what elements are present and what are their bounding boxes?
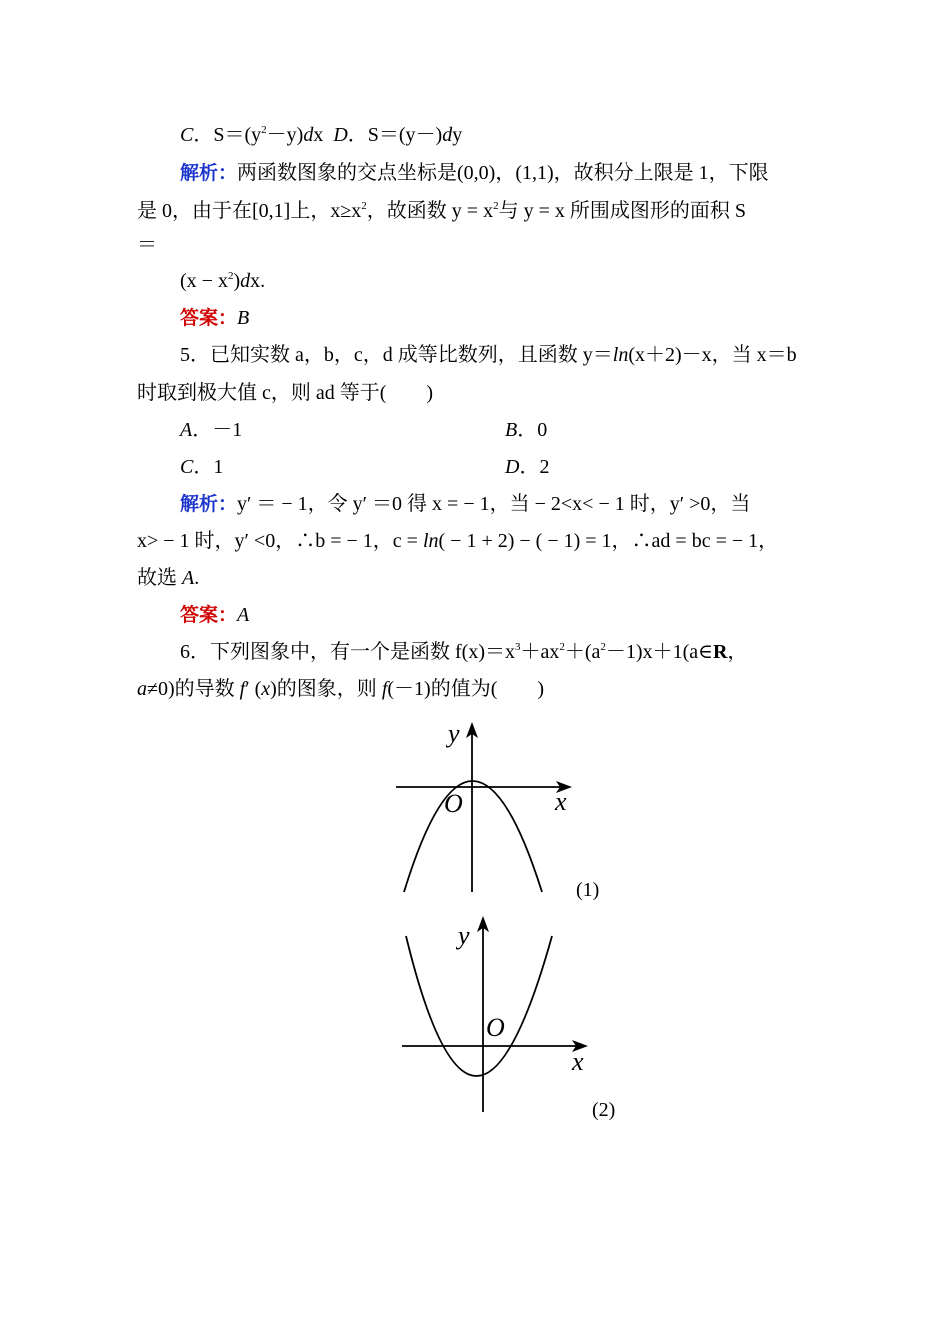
parabola-curve xyxy=(404,781,542,892)
answer-label: 答案： xyxy=(180,604,238,626)
q5-option-c[interactable]: C．1 xyxy=(180,456,224,478)
answer-value: B xyxy=(237,307,250,329)
q5-question-line1: 5．已知实数 a，b，c，d 成等比数列，且函数 y＝ln(x＋2)－x，当 x＝b xyxy=(180,344,797,366)
q4-options-line: C．$S=(y^2-y)dx$ D．S＝(y－)dy xyxy=(180,124,463,146)
y-axis-label: y xyxy=(458,921,470,950)
q4-answer xyxy=(180,305,249,331)
origin-label: O xyxy=(444,789,463,818)
q4-option-d-label: D xyxy=(333,124,348,146)
y-axis-label: y xyxy=(448,719,460,748)
graph-2 xyxy=(390,910,630,1130)
q5-option-d[interactable]: D．2 xyxy=(505,456,550,478)
q4-analysis-line4: $(x - x^2)dx$. xyxy=(180,270,266,292)
x-axis-label: x xyxy=(572,1047,584,1076)
graph-caption: (2) xyxy=(592,1099,616,1121)
q5-option-a[interactable]: A．－1 xyxy=(180,419,243,441)
q5-analysis-line2: x> − 1 时，y′ <0，∴b = − 1，c = ln( − 1 + 2) − ( − 1) = 1，∴ad = bc = − 1， xyxy=(137,530,779,552)
q5-answer xyxy=(180,602,249,628)
x-axis-label: x xyxy=(555,787,567,816)
parabola-curve xyxy=(406,936,552,1076)
q6-question-line1: 6．下列图象中，有一个是函数 $f(x)=x^3+ax^2+(a^2-1)x+1(a\in R$， xyxy=(180,641,748,663)
q5-option-b[interactable]: B．0 xyxy=(505,419,548,441)
q4-analysis-line2: 是 0，由于在[0,1]上，$x\ge x^2$，故函数 $y = x^2$与 y = x 所围成图形的面积 S xyxy=(137,200,746,222)
graph-caption: (1) xyxy=(576,879,600,901)
q4-analysis-line1: 解析：两函数图象的交点坐标是(0,0)，(1,1)，故积分上限是 1，下限 xyxy=(180,162,769,184)
graph-1 xyxy=(380,710,620,910)
answer-label: 答案： xyxy=(180,307,238,329)
q6-question-line2: a≠0)的导数 f′ (x)的图象，则 f(－1)的值为( ) xyxy=(137,678,545,700)
q5-analysis-line1: 解析：y′ ＝ − 1，令 y′ ＝0 得 x = − 1，当 − 2<x< − 1 时，y′ >0，当 xyxy=(180,493,751,515)
origin-label: O xyxy=(486,1013,505,1042)
answer-value: A xyxy=(237,604,250,626)
analysis-label: 解析： xyxy=(180,162,238,184)
q4-analysis-line3: ＝ xyxy=(137,234,157,256)
q5-question-line2: 时取到极大值 c，则 ad 等于( ) xyxy=(137,382,434,404)
q5-analysis-line3: 故选 A. xyxy=(137,567,200,589)
q4-option-c-label: C xyxy=(180,124,194,146)
analysis-label: 解析： xyxy=(180,493,238,515)
